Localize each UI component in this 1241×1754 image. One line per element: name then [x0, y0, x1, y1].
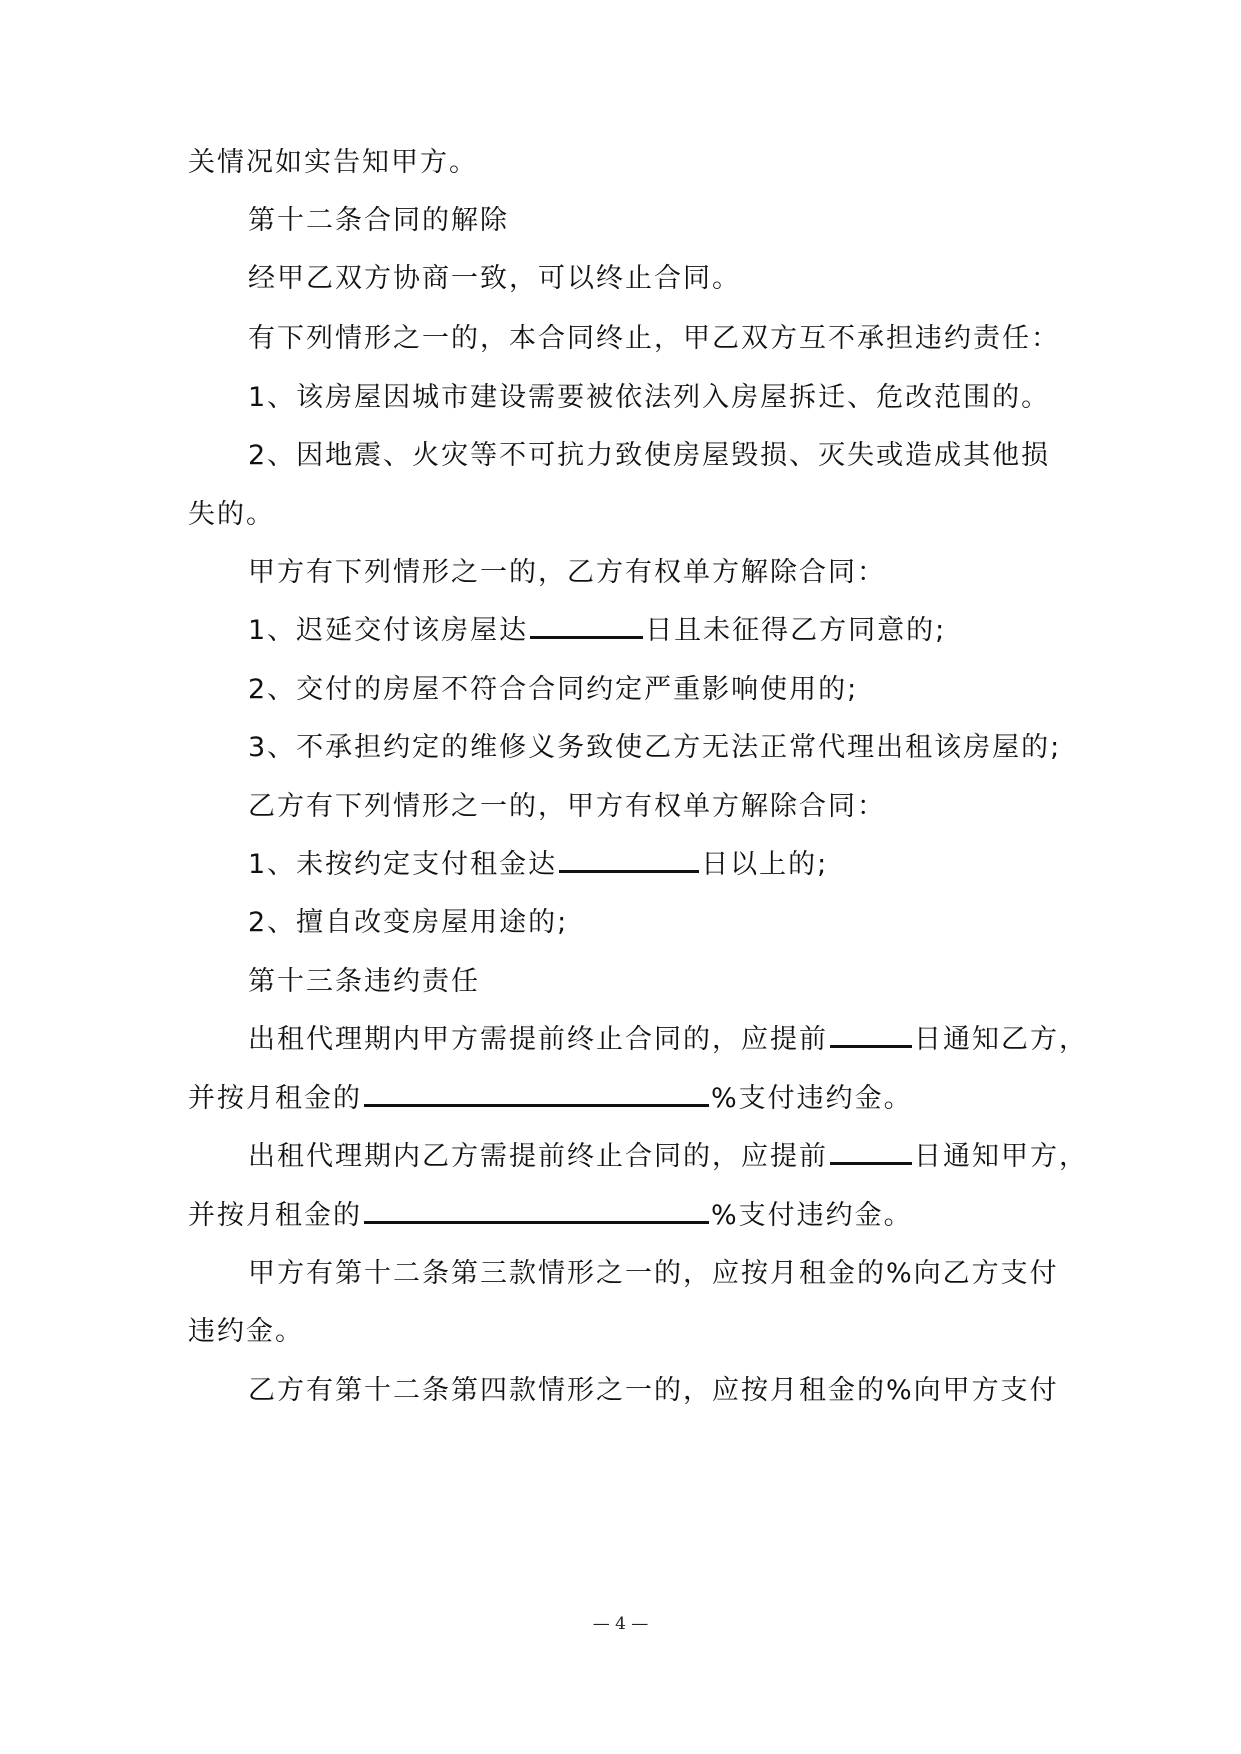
- line-text: 并按月租金的: [188, 1083, 362, 1114]
- paragraph-line: [248, 1372, 1128, 1410]
- line-text: 甲方有第十二条第三款情形之一的，应按月租金的%向乙方支付: [248, 1258, 1059, 1289]
- list-item: [248, 437, 1128, 475]
- fill-blank: [364, 1082, 709, 1107]
- paragraph-line: [248, 1021, 1128, 1059]
- paragraph-line: [188, 496, 1068, 534]
- fill-blank: [830, 1023, 912, 1048]
- line-text: 1、该房屋因城市建设需要被依法列入房屋拆迁、危改范围的。: [248, 382, 1051, 413]
- fill-blank: [530, 614, 643, 639]
- line-text: 违约金。: [188, 1316, 304, 1347]
- paragraph-line: [248, 1255, 1128, 1293]
- line-text: 2、交付的房屋不符合合同约定严重影响使用的;: [248, 674, 859, 705]
- line-text: 日以上的;: [701, 849, 829, 880]
- paragraph-line: [248, 788, 1128, 826]
- list-item: [248, 612, 1128, 650]
- list-item: [248, 379, 1128, 417]
- list-item: [248, 729, 1128, 767]
- fill-blank: [559, 848, 699, 873]
- line-text: 日且未征得乙方同意的;: [645, 615, 947, 646]
- paragraph-line: [248, 320, 1128, 358]
- section-heading: [248, 202, 1128, 240]
- line-text: 出租代理期内乙方需提前终止合同的，应提前: [248, 1141, 828, 1172]
- line-text: 关情况如实告知甲方。: [188, 147, 478, 178]
- paragraph-line: [248, 1138, 1128, 1176]
- paragraph-line: [188, 1197, 1068, 1235]
- list-item: [248, 846, 1128, 884]
- list-item: [248, 671, 1128, 709]
- line-text: 日通知甲方，: [914, 1141, 1088, 1172]
- line-text: 乙方有第十二条第四款情形之一的，应按月租金的%向甲方支付: [248, 1375, 1059, 1406]
- paragraph-line: [188, 1080, 1068, 1118]
- line-text: 1、迟延交付该房屋达: [248, 615, 529, 646]
- line-text: 1、未按约定支付租金达: [248, 849, 558, 880]
- line-text: 2、擅自改变房屋用途的;: [248, 907, 569, 938]
- fill-blank: [830, 1140, 912, 1165]
- line-text: 日通知乙方，: [914, 1024, 1088, 1055]
- line-text: 第十三条违约责任: [248, 966, 480, 997]
- line-text: 并按月租金的: [188, 1200, 362, 1231]
- line-text: %支付违约金。: [711, 1083, 913, 1114]
- paragraph-line: [248, 554, 1128, 592]
- line-text: 出租代理期内甲方需提前终止合同的，应提前: [248, 1024, 828, 1055]
- fill-blank: [364, 1199, 709, 1224]
- line-text: 第十二条合同的解除: [248, 205, 509, 236]
- paragraph-line: [188, 1313, 1068, 1351]
- list-item: [248, 904, 1128, 942]
- paragraph-line: [248, 260, 1128, 298]
- line-text: 乙方有下列情形之一的，甲方有权单方解除合同：: [248, 791, 886, 822]
- line-text: 3、不承担约定的维修义务致使乙方无法正常代理出租该房屋的;: [248, 732, 1062, 763]
- paragraph-line: [188, 144, 1068, 182]
- line-text: %支付违约金。: [711, 1200, 913, 1231]
- line-text: 2、因地震、火灾等不可抗力致使房屋毁损、灭失或造成其他损: [248, 440, 1051, 471]
- line-text: 甲方有下列情形之一的，乙方有权单方解除合同：: [248, 557, 886, 588]
- line-text: 有下列情形之一的，本合同终止，甲乙双方互不承担违约责任：: [248, 323, 1060, 354]
- section-heading: [248, 963, 1128, 1001]
- line-text: 失的。: [188, 499, 275, 530]
- line-text: 经甲乙双方协商一致，可以终止合同。: [248, 263, 741, 294]
- page-number: — 4 —: [592, 1614, 649, 1634]
